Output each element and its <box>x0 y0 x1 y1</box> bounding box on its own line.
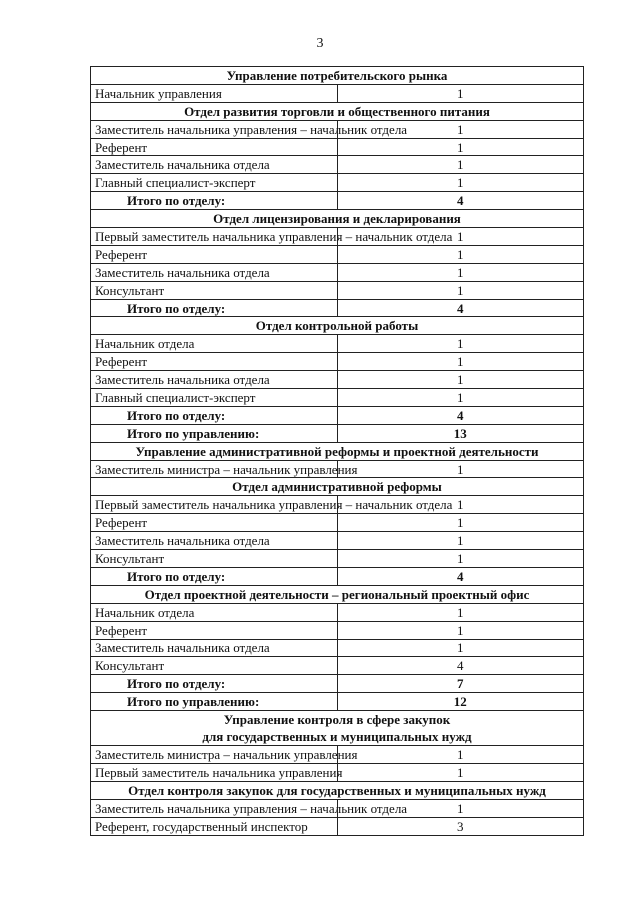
position-row <box>91 514 584 532</box>
position-title: Заместитель начальника отдела <box>91 156 338 174</box>
position-count: 3 <box>337 817 584 835</box>
section-header-row <box>91 478 584 496</box>
position-row <box>91 746 584 764</box>
position-title: Первый заместитель начальника управления – начальник отдела <box>91 228 338 246</box>
position-count: 1 <box>337 514 584 532</box>
position-row <box>91 228 584 246</box>
total-row <box>91 299 584 317</box>
position-title: Начальник отдела <box>91 335 338 353</box>
position-count: 1 <box>337 245 584 263</box>
position-count: 1 <box>337 550 584 568</box>
position-count: 1 <box>337 371 584 389</box>
staffing-table <box>90 66 584 836</box>
position-count: 1 <box>337 174 584 192</box>
position-title: Референт <box>91 621 338 639</box>
section-title: Отдел контрольной работы <box>91 317 584 335</box>
section-title-line: Управление контроля в сфере закупок <box>223 712 451 728</box>
total-count: 4 <box>337 192 584 210</box>
position-row <box>91 817 584 835</box>
position-row <box>91 263 584 281</box>
total-count: 4 <box>337 567 584 585</box>
position-row <box>91 639 584 657</box>
total-label: Итого по отделу: <box>91 675 338 693</box>
position-row <box>91 550 584 568</box>
position-count: 1 <box>337 746 584 764</box>
total-count: 7 <box>337 675 584 693</box>
position-row <box>91 156 584 174</box>
position-count: 1 <box>337 281 584 299</box>
position-title: Референт <box>91 353 338 371</box>
position-row <box>91 174 584 192</box>
position-count: 1 <box>337 353 584 371</box>
position-title: Заместитель начальника отдела <box>91 371 338 389</box>
position-title: Референт <box>91 138 338 156</box>
section-title: Отдел проектной деятельности – региональный проектный офис <box>91 585 584 603</box>
position-row <box>91 496 584 514</box>
section-header-row <box>91 711 584 746</box>
position-count: 1 <box>337 496 584 514</box>
section-header-row <box>91 317 584 335</box>
position-title: Консультант <box>91 281 338 299</box>
position-row <box>91 120 584 138</box>
section-title: Отдел административной реформы <box>91 478 584 496</box>
total-row <box>91 406 584 424</box>
position-row <box>91 532 584 550</box>
section-title <box>91 711 584 746</box>
position-row <box>91 138 584 156</box>
position-count: 1 <box>337 639 584 657</box>
section-header-row <box>91 67 584 85</box>
position-count: 4 <box>337 657 584 675</box>
position-row <box>91 621 584 639</box>
position-title: Заместитель начальника управления – начальник отдела <box>91 120 338 138</box>
position-title: Заместитель министра – начальник управления <box>91 460 338 478</box>
position-title: Референт <box>91 514 338 532</box>
section-title: Отдел лицензирования и декларирования <box>91 210 584 228</box>
total-count: 13 <box>337 424 584 442</box>
position-title: Заместитель начальника отдела <box>91 639 338 657</box>
total-label: Итого по управлению: <box>91 693 338 711</box>
position-count: 1 <box>337 799 584 817</box>
position-count: 1 <box>337 84 584 102</box>
position-title: Консультант <box>91 550 338 568</box>
section-header-row <box>91 102 584 120</box>
section-title-line: для государственных и муниципальных нужд <box>202 729 472 745</box>
position-title: Референт <box>91 245 338 263</box>
position-row <box>91 657 584 675</box>
section-header-row <box>91 781 584 799</box>
position-title: Референт, государственный инспектор <box>91 817 338 835</box>
position-title: Заместитель начальника отдела <box>91 263 338 281</box>
staffing-table-body <box>91 67 584 836</box>
position-count: 1 <box>337 621 584 639</box>
position-row <box>91 335 584 353</box>
section-title: Отдел развития торговли и общественного питания <box>91 102 584 120</box>
position-count: 1 <box>337 228 584 246</box>
page-number: 3 <box>316 36 324 51</box>
position-row <box>91 799 584 817</box>
total-label: Итого по отделу: <box>91 406 338 424</box>
position-title: Заместитель министра – начальник управления <box>91 746 338 764</box>
position-count: 1 <box>337 389 584 407</box>
total-row <box>91 567 584 585</box>
total-label: Итого по отделу: <box>91 299 338 317</box>
total-row <box>91 192 584 210</box>
position-title: Начальник отдела <box>91 603 338 621</box>
position-title: Заместитель начальника управления – начальник отдела <box>91 799 338 817</box>
total-row <box>91 693 584 711</box>
total-row <box>91 675 584 693</box>
total-label: Итого по отделу: <box>91 567 338 585</box>
position-title: Начальник управления <box>91 84 338 102</box>
position-count: 1 <box>337 603 584 621</box>
position-row <box>91 603 584 621</box>
section-header-row <box>91 442 584 460</box>
position-count: 1 <box>337 120 584 138</box>
position-row <box>91 84 584 102</box>
position-row <box>91 281 584 299</box>
position-count: 1 <box>337 335 584 353</box>
position-title: Первый заместитель начальника управления <box>91 763 338 781</box>
position-title: Консультант <box>91 657 338 675</box>
section-header-row <box>91 210 584 228</box>
position-count: 1 <box>337 532 584 550</box>
position-title: Заместитель начальника отдела <box>91 532 338 550</box>
position-title: Главный специалист-эксперт <box>91 174 338 192</box>
position-count: 1 <box>337 460 584 478</box>
total-label: Итого по управлению: <box>91 424 338 442</box>
position-title: Первый заместитель начальника управления – начальник отдела <box>91 496 338 514</box>
position-count: 1 <box>337 138 584 156</box>
position-row <box>91 389 584 407</box>
total-count: 4 <box>337 299 584 317</box>
section-title: Управление административной реформы и проектной деятельности <box>91 442 584 460</box>
position-row <box>91 460 584 478</box>
position-row <box>91 371 584 389</box>
position-row <box>91 245 584 263</box>
section-title: Управление потребительского рынка <box>91 67 584 85</box>
position-row <box>91 353 584 371</box>
total-label: Итого по отделу: <box>91 192 338 210</box>
total-count: 12 <box>337 693 584 711</box>
position-count: 1 <box>337 263 584 281</box>
position-title: Главный специалист-эксперт <box>91 389 338 407</box>
position-count: 1 <box>337 763 584 781</box>
section-title: Отдел контроля закупок для государственных и муниципальных нужд <box>91 781 584 799</box>
position-row <box>91 763 584 781</box>
total-row <box>91 424 584 442</box>
total-count: 4 <box>337 406 584 424</box>
section-header-row <box>91 585 584 603</box>
position-count: 1 <box>337 156 584 174</box>
